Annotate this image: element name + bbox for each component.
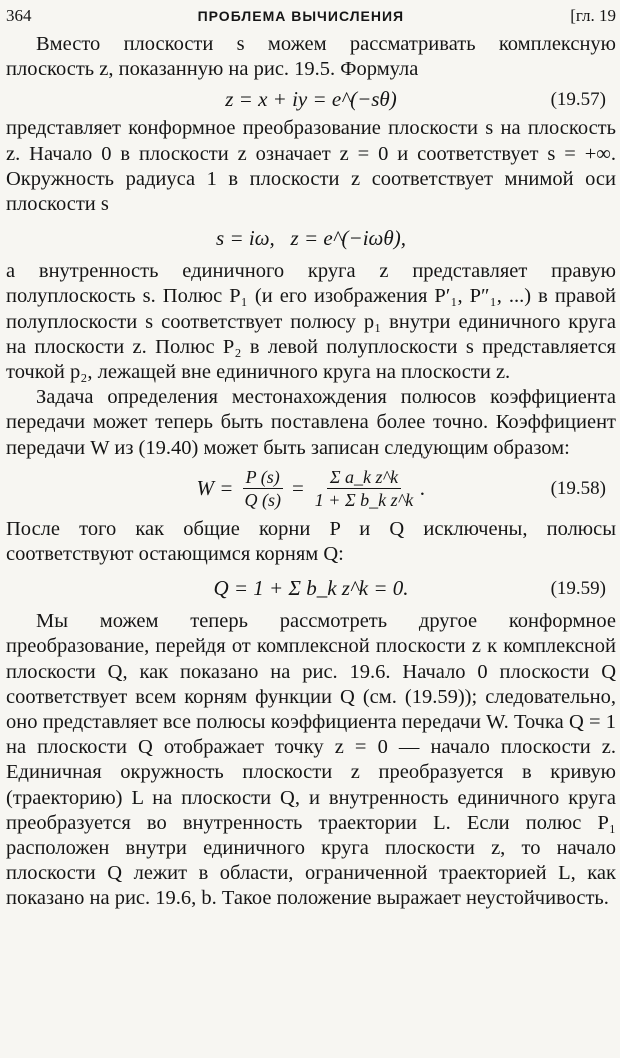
paragraph-3: а внутренность единичного круга z представляет правую полуплоскость s. Полюс P₁ (и его изображения P′₁, P″₁, ...) в правой полуплоскости s соответствует полюсу p₁ внутри единичного круга на плоскости z. Полюс P₂ в левой полуплоскости s представляется точкой p₂, лежащей вне единичного круга на плоскости z. bbox=[6, 260, 616, 384]
running-title: ПРОБЛЕМА ВЫЧИСЛЕНИЯ bbox=[197, 8, 405, 24]
paragraph-6: Мы можем теперь рассмотреть другое конформное преобразование, перейдя от комплексной плоскости z к комплексной плоскости Q, как показано на рис. 19.6. Начало 0 плоскости Q соответствует всем корням функции Q (см. (19.59)); следовательно, оно представляет все полюсы коэффициента передачи W. Точка Q = 1 на плоскости Q отображает точку z = 0 — начало плоскости z. Единичная окружность плоскости z преобразуется в кривую (траекторию) L на плоскости Q, и внутренность единичного круга преобразуется во внутренность траектории L. Если полюс P₁ расположен внутри единичного круга плоскости z, то начало плоскости Q лежит в области, ограниченной траекторией L, как показано на рис. 19.6, b. Такое положение выражает неустойчивость. bbox=[6, 610, 616, 910]
paragraph-4: Задача определения местонахождения полюсов коэффициента передачи может теперь быть поставлена более точно. Коэффициент передачи W из (19.40) может быть записан следующим образом: bbox=[6, 386, 616, 459]
page-number: 364 bbox=[6, 6, 32, 25]
chapter-ref: [гл. 19 bbox=[570, 6, 616, 25]
equation-19-59-number: (19.59) bbox=[550, 577, 606, 599]
paragraph-5: После того как общие корни P и Q исключены, полюсы соответствуют остающимся корням Q: bbox=[6, 517, 616, 566]
equation-19-58-equals: = bbox=[291, 476, 304, 501]
equation-19-59-formula: Q = 1 + Σ b_k z^k = 0. bbox=[213, 575, 409, 600]
fraction-1-numerator: P (s) bbox=[243, 467, 283, 489]
equation-19-57-number: (19.57) bbox=[550, 88, 606, 110]
fraction-2-numerator: Σ a_k z^k bbox=[327, 467, 401, 489]
equation-19-58-lhs: W = bbox=[196, 476, 234, 501]
equation-inline bbox=[6, 217, 616, 259]
fraction-2-denominator: 1 + Σ b_k z^k bbox=[314, 490, 414, 511]
body-text bbox=[6, 32, 616, 912]
equation-inline-formula: s = iω, z = e^(−iωθ), bbox=[216, 225, 406, 250]
equation-19-58-number: (19.58) bbox=[550, 478, 606, 500]
equation-19-57-formula: z = x + iy = e^(−sθ) bbox=[225, 86, 397, 111]
equation-19-58 bbox=[6, 461, 616, 517]
running-head bbox=[6, 6, 616, 32]
fraction-p-over-q bbox=[241, 467, 284, 510]
fraction-1-denominator: Q (s) bbox=[244, 490, 281, 511]
equation-19-57 bbox=[6, 82, 616, 116]
paragraph-1: Вместо плоскости s можем рассматривать комплексную плоскость z, показанную на рис. 19.5. Формула bbox=[6, 33, 616, 81]
paragraph-2: представляет конформное преобразование плоскости s на плоскость z. Начало 0 в плоскости z означает z = 0 и соответствует s = +∞. Окружность радиуса 1 в плоскости z соответствует мнимой оси плоскости s bbox=[6, 117, 616, 216]
fraction-series bbox=[312, 467, 416, 510]
equation-19-58-tail: . bbox=[420, 476, 426, 501]
equation-19-59 bbox=[6, 567, 616, 609]
